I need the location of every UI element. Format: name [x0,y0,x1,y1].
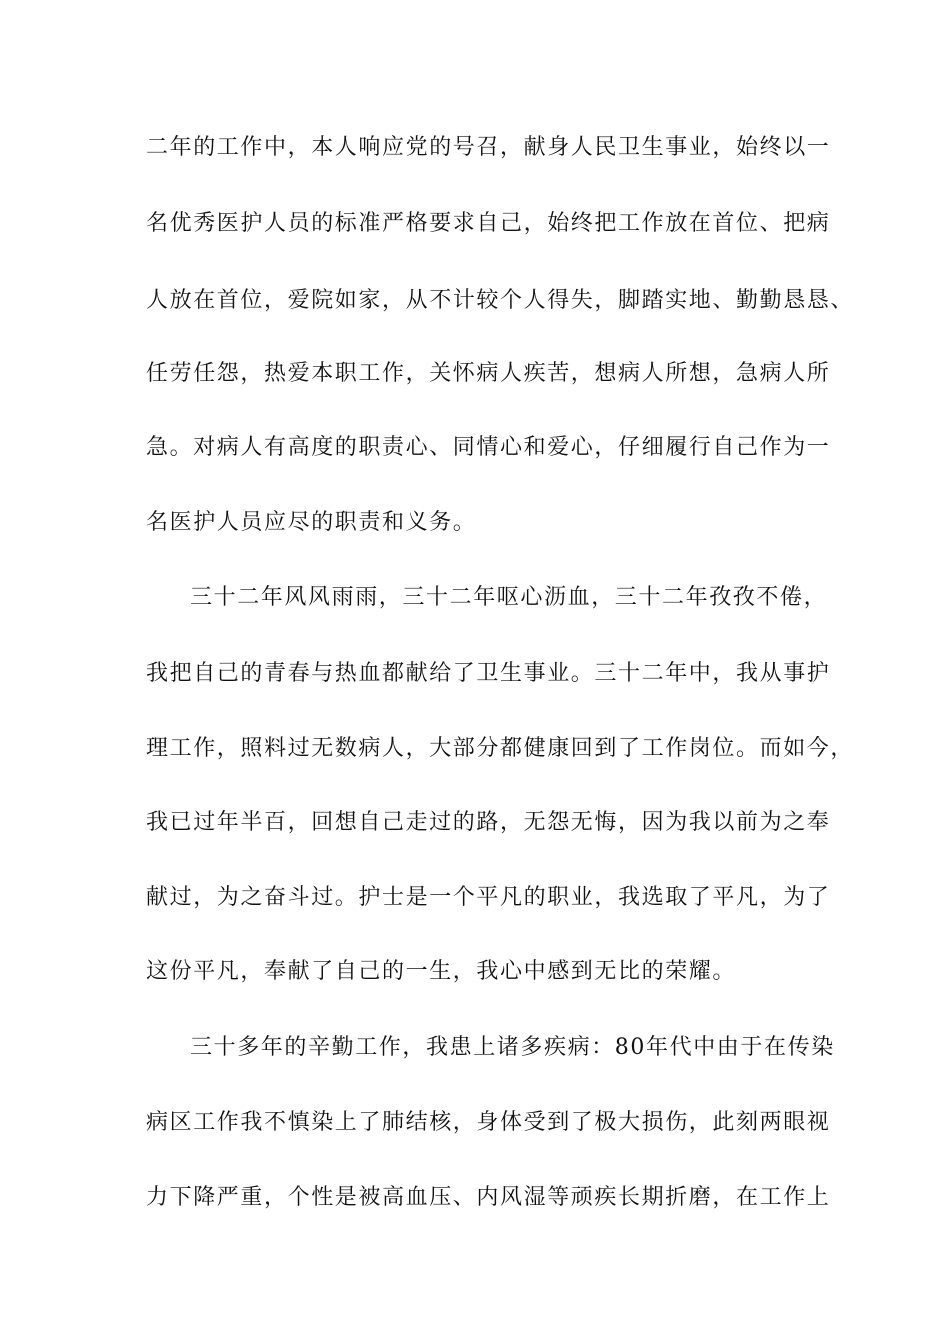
paragraph-first-line: 三十二年风风雨雨，三十二年呕心沥血，三十二年孜孜不倦， [190,585,828,610]
text-line: 力下降严重，个性是被高血压、内风湿等顽疾长期折磨，在工作上 [146,1185,831,1210]
text-line: 我已过年半百，回想自己走过的路，无怨无悔，因为我以前为之奉 [146,810,831,835]
text-line: 急。对病人有高度的职责心、同情心和爱心，仔细履行自己作为一 [146,435,831,460]
text-line: 理工作，照料过无数病人，大部分都健康回到了工作岗位。而如今， [146,736,855,761]
text-line: 人放在首位，爱院如家，从不计较个人得失，脚踏实地、勤勤恳恳、 [146,288,855,313]
text-line: 病区工作我不慎染上了肺结核，身体受到了极大损伤，此刻两眼视 [146,1110,831,1135]
paragraph-first-line: 三十多年的辛勤工作，我患上诸多疾病：80年代中由于在传染 [190,1035,835,1060]
text-line: 二年的工作中，本人响应党的号召，献身人民卫生事业，始终以一 [146,135,831,160]
text-line: 这份平凡，奉献了自己的一生，我心中感到无比的荣耀。 [146,959,737,984]
text-line: 名医护人员应尽的职责和义务。 [146,510,477,535]
text-line: 我把自己的青春与热血都献给了卫生事业。三十二年中，我从事护 [146,661,831,686]
text-line: 任劳任怨，热爱本职工作，关怀病人疾苦，想病人所想，急病人所 [146,361,831,386]
text-line: 名优秀医护人员的标准严格要求自己，始终把工作放在首位、把病 [146,211,831,236]
text-line: 献过，为之奋斗过。护士是一个平凡的职业，我选取了平凡，为了 [146,885,831,910]
